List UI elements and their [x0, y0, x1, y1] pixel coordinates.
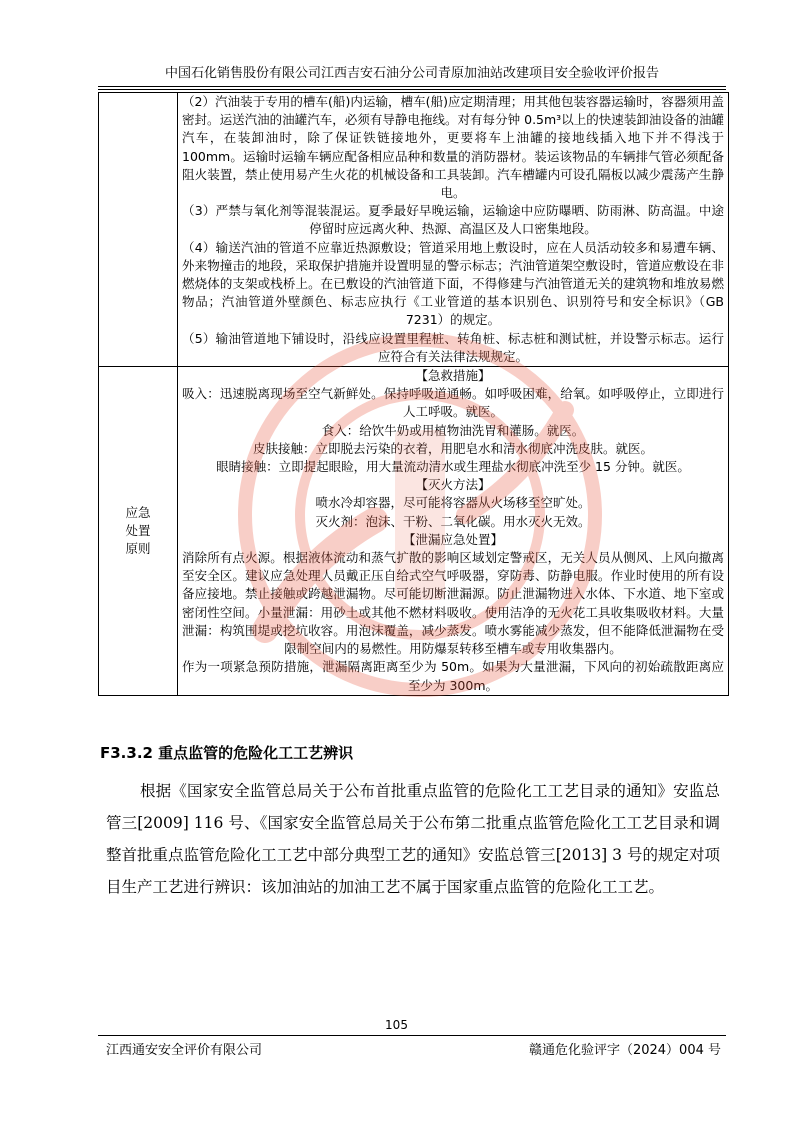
transport-paragraph-5: （5）输油管道地下铺设时，沿线应设置里程桩、转角桩、标志桩和测试桩，并设警示标志。运行应符合有关法律法规规定。	[182, 330, 724, 364]
header-rule	[98, 86, 726, 87]
footer-rule	[98, 1035, 726, 1036]
row-label-empty	[99, 93, 178, 367]
emergency-label-cell	[99, 367, 178, 696]
fire-method-2: 灭火剂：泡沫、干粉、二氧化碳。用水灭火无效。	[315, 513, 591, 529]
leak-procedure: 消除所有点火源。根据液体流动和蒸气扩散的影响区域划定警戒区，无关人员从侧风、上风向撤离至安全区。建议应急处理人员戴正压自给式空气呼吸器，穿防毒、防静电服。作业时使用的所有设备应接地。禁止接触或跨越泄漏物。尽可能切断泄漏源。防止泄漏物进入水体、下水道、地下室或密闭性空间。小量泄漏：用砂土或其他不燃材料吸收。使用洁净的无火花工具收集吸收材料。大量泄漏：构筑围堤或挖坑收容。用泡沫覆盖，减少蒸发。喷水雾能减少蒸发，但不能降低泄漏物在受限制空间内的易燃性。用防爆泵转移至槽车或专用收集器内。	[182, 550, 724, 657]
emergency-label-line-1: 应急	[125, 504, 151, 520]
transport-paragraph-4: （4）输送汽油的管道不应靠近热源敷设；管道采用地上敷设时，应在人员活动较多和易遭车辆、外来物撞击的地段，采取保护措施并设置明显的警示标志；汽油管道架空敷设时，管道应敷设在非燃烧体的支架或栈桥上。在已敷设的汽油管道下面，不得修建与汽油管道无关的建筑物和堆放易燃物品；汽油管道外壁颜色、标志应执行《工业管道的基本识别色、识别符号和安全标识》（GB 7231）的规定。	[182, 239, 724, 328]
fire-title: 【灭火方法】	[415, 477, 491, 493]
emergency-content-cell	[178, 367, 729, 696]
transport-paragraph-2: （2）汽油装于专用的槽车(船)内运输，槽车(船)应定期清理；用其他包装容器运输时，容器须用盖密封。运送汽油的油罐汽车，必须有导静电拖线。对有每分钟 0.5m³以上的快速装卸油设备的油罐汽车，在装卸油时，除了保证铁链接地外，更要将车上油罐的接地线插入地下并不得浅于 100mm。运输时运输车辆应配备相应品种和数量的消防器材。装运该物品的车辆排气管必须配备阻火装置，禁止使用易产生火花的机械设备和工具装卸。汽车槽罐内可设孔隔板以减少震荡产生静电。	[182, 94, 724, 201]
first-aid-eye: 眼睛接触：立即提起眼睑，用大量流动清水或生理盐水彻底冲洗至少 15 分钟。就医。	[216, 459, 690, 475]
table-row-transport	[99, 93, 729, 367]
page-header: 中国石化销售股份有限公司江西吉安石油分公司青原加油站改建项目安全验收评价报告	[164, 66, 659, 81]
transport-requirements-cell	[178, 93, 729, 367]
emergency-label-line-2: 处置	[125, 522, 151, 538]
leak-distance: 作为一项紧急预防措施，泄漏隔离距离至少为 50m。如果为大量泄漏，下风向的初始疏散距离应至少为 300m。	[182, 659, 724, 693]
table-row-emergency	[99, 367, 729, 696]
leak-title: 【泄漏应急处置】	[402, 531, 503, 547]
footer-company: 江西通安安全评价有限公司	[106, 1043, 263, 1058]
safety-table	[98, 92, 729, 696]
transport-paragraph-3: （3）严禁与氧化剂等混装混运。夏季最好早晚运输，运输途中应防曝晒、防雨淋、防高温。中途停留时应远离火种、热源、高温区及人口密集地段。	[182, 203, 724, 237]
first-aid-ingestion: 食入：给饮牛奶或用植物油洗胃和灌肠。就医。	[321, 422, 585, 438]
first-aid-title: 【急救措施】	[415, 368, 491, 384]
section-body-paragraph: 根据《国家安全监管总局关于公布首批重点监管的危险化工工艺目录的通知》安监总管三[2009] 116 号、《国家安全监管总局关于公布第二批重点监管危险化工工艺目录和调整首批重点监管危险化工工艺中部分典型工艺的通知》安监总管三[2013] 3 号的规定对项目生产工艺进行辨识：该加油站的加油工艺不属于国家重点监管的危险化工工艺。	[106, 782, 720, 896]
page-number: 105	[385, 1018, 408, 1032]
first-aid-skin: 皮肤接触：立即脱去污染的衣着，用肥皂水和清水彻底冲洗皮肤。就医。	[252, 440, 653, 456]
emergency-label-line-3: 原则	[125, 540, 151, 556]
footer-doc-code: 赣通危化验评字（2024）004 号	[528, 1043, 721, 1058]
header-rule-thin	[98, 89, 726, 90]
section-heading: F3.3.2 重点监管的危险化工工艺辨识	[100, 744, 354, 762]
first-aid-inhalation: 吸入：迅速脱离现场至空气新鲜处。保持呼吸道通畅。如呼吸困难，给氧。如呼吸停止，立即进行人工呼吸。就医。	[182, 386, 724, 420]
fire-method-1: 喷水冷却容器，尽可能将容器从火场移至空旷处。	[315, 495, 591, 511]
